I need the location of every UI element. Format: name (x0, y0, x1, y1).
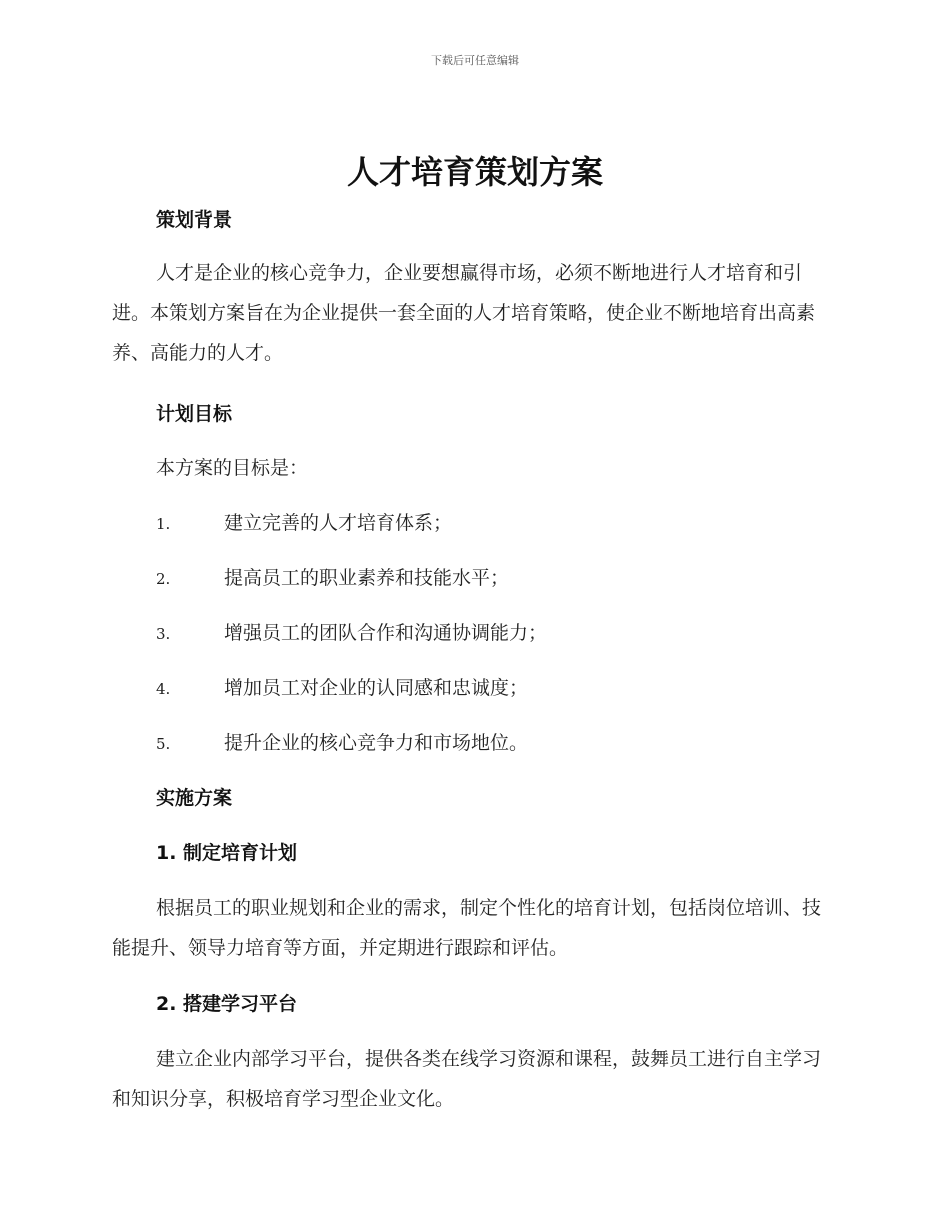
list-number: 1. (156, 515, 171, 533)
list-text: 增加员工对企业的认同感和忠诚度； (224, 677, 529, 699)
list-number: 3. (156, 625, 171, 643)
step-heading-platform: 2. 搭建学习平台 (156, 993, 298, 1015)
step-heading-plan: 1. 制定培育计划 (156, 842, 298, 864)
list-text: 提升企业的核心竞争力和市场地位。 (224, 732, 529, 754)
background-paragraph: 人才是企业的核心竞争力，企业要想赢得市场，必须不断地进行人才培育和引进。本策划方案旨在为企业提供一套全面的人才培育策略，使企业不断地培育出高素养、高能力的人才。 (112, 262, 816, 364)
list-text: 增强员工的团队合作和沟通协调能力； (224, 622, 548, 644)
list-text: 建立完善的人才培育体系； (224, 512, 453, 534)
list-number: 4. (156, 680, 171, 698)
step-paragraph-platform: 建立企业内部学习平台，提供各类在线学习资源和课程，鼓舞员工进行自主学习和知识分享，积极培育学习型企业文化。 (112, 1048, 822, 1110)
step-paragraph-plan: 根据员工的职业规划和企业的需求，制定个性化的培育计划，包括岗位培训、技能提升、领导力培育等方面，并定期进行跟踪和评估。 (112, 897, 822, 959)
list-text: 提高员工的职业素养和技能水平； (224, 567, 510, 589)
section-heading-goals: 计划目标 (156, 403, 233, 425)
page-header: 下载后可任意编辑 (431, 54, 519, 67)
list-number: 2. (156, 570, 171, 588)
document-title: 人才培育策划方案 (346, 153, 603, 191)
list-number: 5. (156, 735, 171, 753)
goals-intro: 本方案的目标是： (156, 457, 309, 479)
section-heading-background: 策划背景 (156, 209, 233, 231)
section-heading-implementation: 实施方案 (156, 787, 233, 809)
